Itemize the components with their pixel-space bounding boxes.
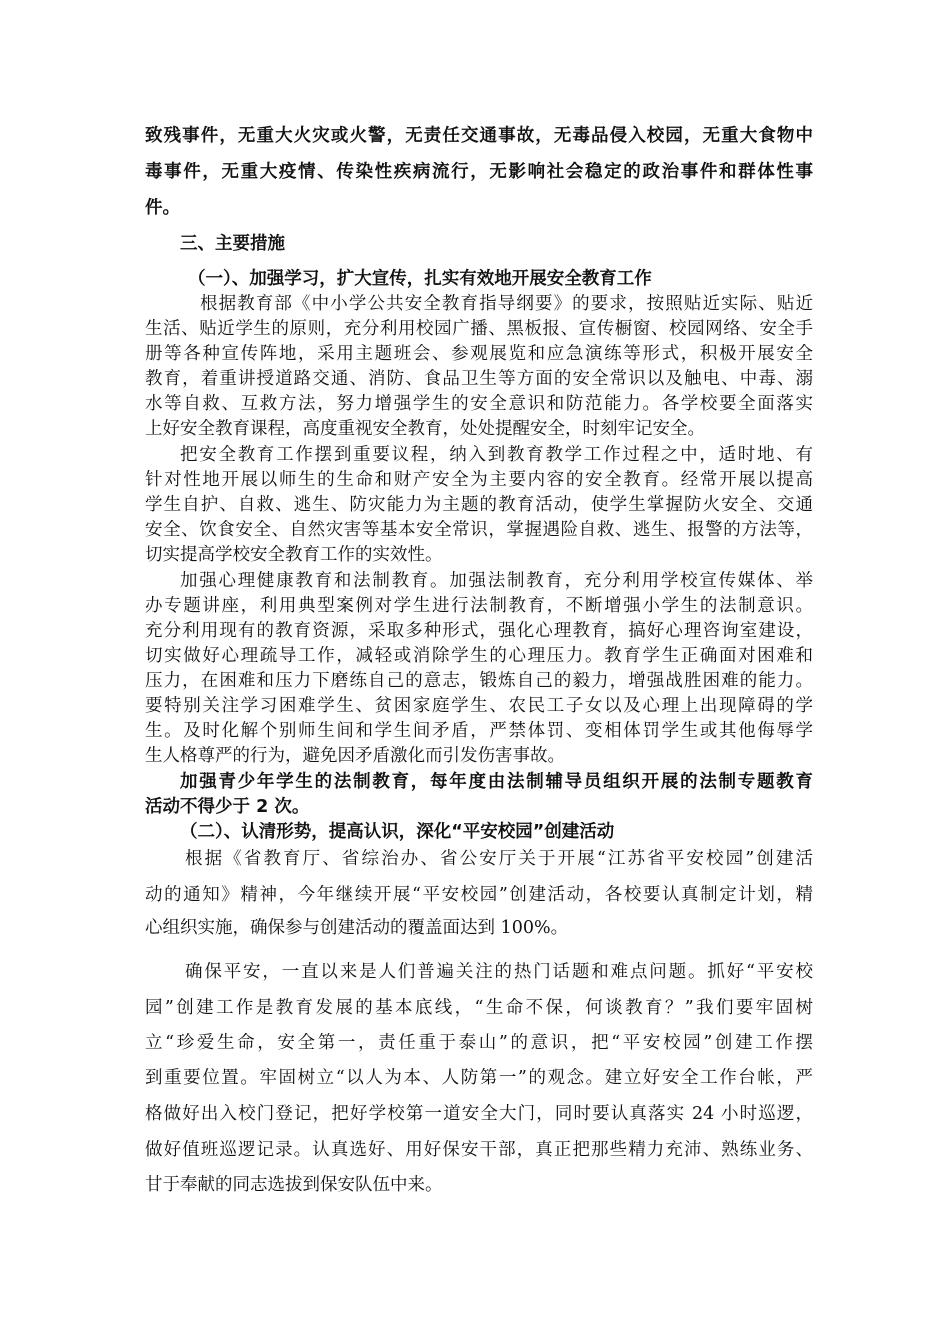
paragraph-line: 水等自救、互救方法，努力增强学生的安全意识和防范能力。各学校要全面落实 <box>145 394 813 414</box>
subsection-heading: （二）、认清形势，提高认识，深化“平安校园”创建活动 <box>180 822 615 842</box>
paragraph-line: 动的通知》精神，今年继续开展“平安校园”创建活动，各校要认真制定计划，精 <box>145 885 813 905</box>
paragraph-line: 确保平安，一直以来是人们普遍关注的热门话题和难点问题。抓好“平安校 <box>185 962 813 982</box>
paragraph-line: 做好值班巡逻记录。认真选好、用好保安干部，真正把那些精力充沛、熟练业务、 <box>145 1140 813 1160</box>
paragraph-line: 充分利用现有的教育资源，采取多种形式，强化心理教育，搞好心理咨询室建设， <box>145 621 813 641</box>
paragraph-line: 根据《省教育厅、省综治办、省公安厅关于开展“江苏省平安校园”创建活 <box>185 849 813 869</box>
paragraph-line: 甘于奉献的同志选拔到保安队伍中来。 <box>145 1175 443 1195</box>
paragraph-line: 要特别关注学习困难学生、贫困家庭学生、农民工子女以及心理上出现障碍的学 <box>145 696 813 716</box>
paragraph-line: 立“珍爱生命，安全第一，责任重于泰山”的意识，把“平安校园”创建工作摆 <box>145 1033 813 1053</box>
paragraph-line: 到重要位置。牢固树立“以人为本、人防第一”的观念。建立好安全工作台帐，严 <box>145 1068 813 1088</box>
paragraph-line: 切实做好心理疏导工作，减轻或消除学生的心理压力。教育学生正确面对困难和 <box>145 646 813 666</box>
paragraph-line: 压力，在困难和压力下磨练自己的意志，锻炼自己的毅力，增强战胜困难的能力。 <box>145 671 813 691</box>
paragraph-line: 教育，着重讲授道路交通、消防、食品卫生等方面的安全常识以及触电、中毒、溺 <box>145 369 813 389</box>
paragraph-line: 毒事件，无重大疫情、传染性疾病流行，无影响社会稳定的政治事件和群体性事 <box>145 162 813 182</box>
paragraph-line: 加强青少年学生的法制教育，每年度由法制辅导员组织开展的法制专题教育 <box>180 772 813 792</box>
paragraph-line: 生人格尊严的行为，避免因矛盾激化而引发伤害事故。 <box>145 746 565 766</box>
paragraph-line: 致残事件，无重大火灾或火警，无责任交通事故，无毒品侵入校园，无重大食物中 <box>145 126 813 146</box>
paragraph-line: 生。及时化解个别师生间和学生间矛盾，严禁体罚、变相体罚学生或其他侮辱学 <box>145 721 813 741</box>
paragraph-line: 心组织实施，确保参与创建活动的覆盖面达到 100%。 <box>145 918 569 938</box>
paragraph-line: 切实提高学校安全教育工作的实效性。 <box>145 545 443 565</box>
paragraph-line: 针对性地开展以师生的生命和财产安全为主要内容的安全教育。经常开展以提高 <box>145 470 813 490</box>
paragraph-line: 格做好出入校门登记，把好学校第一道安全大门，同时要认真落实 24 小时巡逻， <box>145 1104 813 1124</box>
section-heading: 三、主要措施 <box>180 234 285 254</box>
paragraph-line: 办专题讲座，利用典型案例对学生进行法制教育，不断增强小学生的法制意识。 <box>145 596 813 616</box>
paragraph-line: 活动不得少于 2 次。 <box>145 797 310 817</box>
paragraph-line: 加强心理健康教育和法制教育。加强法制教育，充分利用学校宣传媒体、举 <box>180 571 813 591</box>
paragraph-line: 安全、饮食安全、自然灾害等基本安全常识，掌握遇险自救、逃生、报警的方法等， <box>145 520 813 540</box>
paragraph-line: 册等各种宣传阵地，采用主题班会、参观展览和应急演练等形式，积极开展安全 <box>145 344 813 364</box>
paragraph-line: 生活、贴近学生的原则，充分利用校园广播、黑板报、宣传橱窗、校园网络、安全手 <box>145 319 813 339</box>
paragraph-line: 学生自护、自救、逃生、防灾能力为主题的教育活动，使学生掌握防火安全、交通 <box>145 495 813 515</box>
paragraph-line: 件。 <box>145 198 180 218</box>
paragraph-line: 上好安全教育课程，高度重视安全教育，处处提醒安全，时刻牢记安全。 <box>145 419 705 439</box>
paragraph-line: 根据教育部《中小学公共安全教育指导纲要》的要求，按照贴近实际、贴近 <box>200 294 813 314</box>
paragraph-line: 园”创建工作是教育发展的基本底线，“生命不保，何谈教育？”我们要牢固树 <box>145 998 813 1018</box>
subsection-heading: （一）、加强学习，扩大宣传，扎实有效地开展安全教育工作 <box>188 269 652 289</box>
paragraph-line: 把安全教育工作摆到重要议程，纳入到教育教学工作过程之中，适时地、有 <box>180 445 813 465</box>
